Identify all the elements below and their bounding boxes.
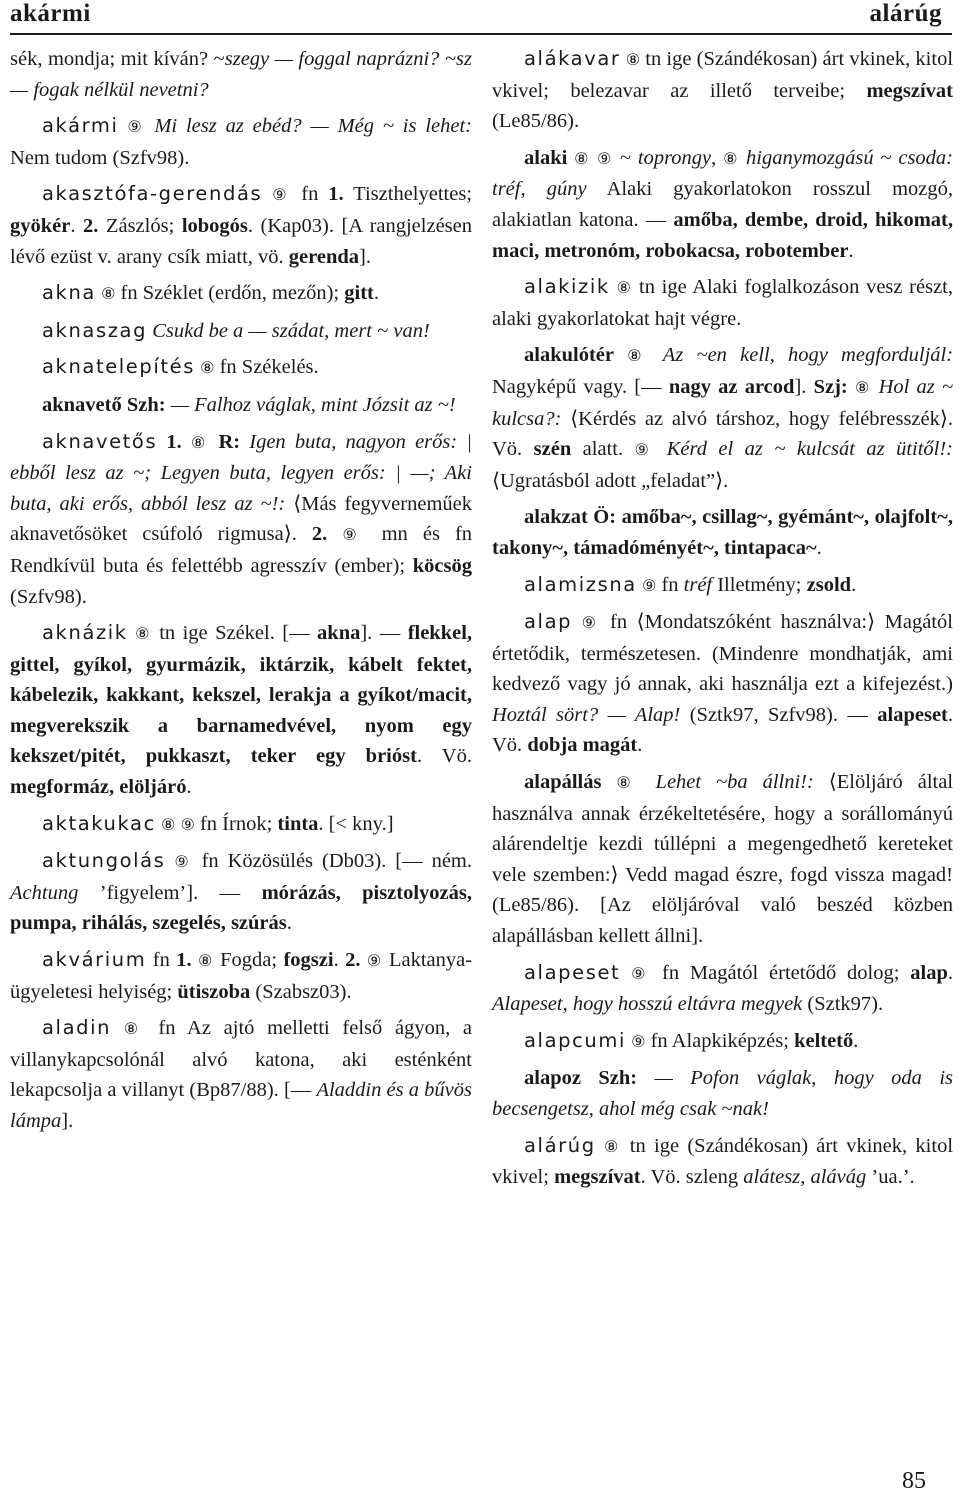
entry-text: . [70, 214, 84, 237]
italic-text: szegy — foggal naprázni? ~sz — fogak nélkül nevetni? [10, 48, 472, 101]
bold-text: mórázás, pisztolyozás, pumpa, rihálás, szegelés, szúrás [10, 881, 473, 935]
header-first-headword: akármi [10, 0, 91, 27]
entry-text [596, 1135, 604, 1157]
marker-symbol: ⑨ [641, 575, 657, 595]
entry-text: ]. — [360, 622, 408, 645]
entry-text: . Vö. [416, 745, 472, 768]
dictionary-entry [10, 1013, 472, 1136]
headword: aknázik [42, 621, 128, 645]
entry-text: Tiszthelyettes; [343, 183, 473, 206]
entry-text: mn és fn Rendkívül buta és felettébb agresszív (ember); [10, 523, 473, 577]
headword: aknatelepítés [42, 355, 196, 379]
bold-text: alaki [524, 146, 568, 169]
headword: alakizik [524, 275, 610, 299]
italic-text: higanymozgású ~ csoda: tréf, gúny [492, 146, 954, 201]
dictionary-entry [492, 767, 953, 952]
bold-text: akna [317, 622, 361, 645]
headword: aknavetős [42, 429, 158, 453]
entry-text: fn [291, 183, 329, 206]
entry-text: . [853, 1029, 859, 1052]
entry-text [655, 438, 666, 460]
headword: akvárium [42, 948, 147, 972]
entry-text: ⟨Kérdés az alvó társhoz, hogy felébresszék⟩. Vö. [492, 407, 953, 461]
italic-text: Hoztál sört? — Alap! [492, 703, 681, 726]
entry-text: Alaki gyakorlatokon rosszul mozgó, alakiatlan katona. — [492, 178, 953, 231]
bold-text: 1. [176, 949, 192, 972]
entry-text: fn Széklet (erdőn, mezőn); [115, 282, 345, 305]
entry-text: fn Közösülés (Db03). [— ném. [192, 850, 473, 873]
entry-text: ⟨Más fegyverneműek aknavetősöket csúfoló rigmusa⟩. [10, 492, 472, 546]
bold-text: gitt [344, 282, 374, 305]
entry-text: Laktanya-ügyeletesi helyiség; [10, 949, 473, 1003]
entry-text: (Le85/86). [492, 110, 580, 133]
running-header [0, 0, 960, 28]
entry-text: tn ige (Szándékosan) árt vkinek, kitol vkivel; [492, 1134, 954, 1189]
marker-symbol: ⑧ [161, 814, 176, 834]
entry-text [739, 147, 746, 169]
entry-text: . [816, 536, 822, 559]
entry-text: . Vö. szleng [640, 1166, 744, 1189]
entry-text: (Sztk97). [802, 993, 884, 1016]
entry-text: fn Székelés. [214, 356, 319, 379]
marker-symbol: ⑧ [616, 773, 641, 793]
bold-text: dobja magát [527, 734, 638, 757]
marker-symbol: ⑧ [574, 148, 591, 168]
entry-text [650, 344, 663, 366]
entry-text: . Vö. [492, 703, 953, 757]
entry-text: , [711, 146, 724, 169]
dictionary-entry [492, 570, 953, 602]
dictionary-entry [492, 340, 953, 496]
bold-text: köcsög [412, 554, 472, 577]
entry-text: Zászlós; [98, 214, 182, 237]
bold-text: Szj: [813, 375, 848, 398]
headword: aknaszag [42, 318, 148, 342]
bold-text: alapoz Szh: [524, 1067, 638, 1090]
marker-symbol: ⑧ [200, 358, 215, 378]
entry-text: . [< kny.] [318, 812, 394, 835]
dictionary-entry [492, 1026, 953, 1058]
bold-text: nagy az arcod [668, 375, 795, 398]
entry-text: ~ [613, 146, 638, 169]
dictionary-entry [10, 316, 472, 347]
dictionary-entry [10, 278, 472, 310]
marker-symbol: ⑧ [190, 432, 210, 452]
italic-text: Achtung [10, 881, 79, 904]
entry-text [641, 771, 656, 793]
bold-text: 2. [345, 949, 361, 972]
bold-text: szén [533, 438, 572, 461]
bold-text: 2. [311, 523, 328, 546]
bold-text: 1. [328, 183, 344, 206]
headword: akasztófa-gerendás [42, 182, 263, 206]
marker-symbol: ⑧ [123, 1019, 146, 1039]
italic-text: Aladdin és a bűvös lámpa [10, 1079, 472, 1132]
italic-text: toprongy [637, 146, 712, 169]
italic-text: Hol az ~ kulcsa?: [492, 375, 954, 430]
bold-text: alap [910, 961, 948, 984]
bold-text: gyökér [10, 214, 71, 237]
dictionary-entry [492, 502, 953, 563]
entry-text [182, 431, 191, 453]
entry-text: tn ige Alaki foglalkozáson vesz részt, alaki gyakorlatokat hajt végre. [492, 276, 953, 330]
marker-symbol: ⑧ [616, 278, 633, 298]
entry-text: alatt. [571, 438, 635, 461]
bold-text: 1. [166, 430, 182, 453]
entry-text: fn Magától értetődő dolog; [651, 961, 911, 984]
bold-text: alapállás [524, 771, 602, 794]
italic-text: alátesz, alávág [743, 1166, 867, 1189]
entry-text [327, 523, 342, 545]
bold-text: tinta [277, 812, 319, 835]
italic-text: Igen buta, nagyon erős: | ebből lesz az ~; Legyen buta, legyen erős: | —; Aki buta, aki erős, abból lesz az ~!: [10, 430, 472, 515]
entry-text [111, 1017, 124, 1039]
entry-text: . [373, 282, 379, 305]
marker-symbol: ⑧ [135, 624, 152, 644]
dictionary-entry [10, 44, 472, 105]
marker-symbol: ⑨ [631, 963, 652, 983]
entry-text: tn ige (Szándékosan) árt vkinek, kitol vkivel; belezavar az illető terveibe; [492, 48, 954, 102]
bold-text: R: [218, 430, 241, 453]
headword: aladin [42, 1016, 112, 1040]
italic-text: — Pofon váglak, hogy oda is becsengetsz, ahol még csak ~nak! [492, 1067, 953, 1120]
bold-text: alakzat Ö: amőba~, csillag~, gyémánt~, olajfolt~, takony~, támadóményét~, tintapaca~ [492, 506, 953, 559]
italic-text: Kérd el az ~ kulcsát az ütitől!: [666, 438, 954, 461]
entry-text: fn [146, 949, 177, 972]
marker-symbol: ⑨ [174, 852, 193, 872]
entry-text: ⟨Elöljáró által használva annak érzékeltetésére, hogy a sorállományú alárendeltje kezdi túllépni a megengedhető kereteket vele szemben:⟩ Vedd magad észre, fogd vissza magad! (Le85/86). [Az elöljáróval való beszéd közben alapállásban kellett állni]. [492, 771, 954, 948]
headword: akármi [42, 114, 119, 138]
entry-text: . [851, 573, 857, 596]
bold-text: ütiszoba [177, 980, 251, 1003]
italic-text: Alapeset, hogy hosszú eltávra megyek [492, 993, 803, 1016]
entry-text [240, 431, 249, 453]
dictionary-entry [492, 143, 953, 266]
dictionary-entry [10, 427, 472, 613]
dictionary-entry [10, 945, 472, 1007]
headword: alákavar [524, 47, 621, 70]
entry-text [848, 376, 855, 398]
headword: akna [42, 281, 96, 305]
italic-text: Lehet ~ba állni!: [655, 771, 814, 794]
headword: alapeset [524, 960, 621, 984]
marker-symbol: ⑧ [603, 1136, 622, 1156]
entry-text [637, 1067, 654, 1089]
page-number: 85 [902, 1468, 926, 1494]
dictionary-entry [492, 607, 953, 761]
entry-text: sék, mondja; mit kíván? ~ [10, 48, 225, 70]
bold-text: flekkel, gittel, gyíkol, gyurmázik, iktárzik, kábelt fektet, kábelezik, kakkant, kekszel, lerakja a gyíkot/macit, megverekszik a barnamedvével, nyom egy kekszet/pitét, pukkaszt, teker egy brióst [10, 622, 473, 768]
header-last-headword: alárúg [869, 0, 942, 27]
entry-text: fn Írnok; [194, 812, 278, 835]
bold-text: aknavető Szh: [42, 393, 166, 416]
entry-text: ]. [359, 245, 371, 268]
bold-text: megformáz, elöljáró [10, 776, 187, 799]
header-rule [10, 33, 952, 35]
marker-symbol: ⑧ [101, 284, 116, 304]
entry-text [572, 611, 582, 633]
entry-text: (Sztk97, Szfv98). — [680, 703, 878, 726]
marker-symbol: ⑨ [127, 117, 146, 137]
entry-text: ’ua.’. [866, 1166, 915, 1189]
entry-text: Nem tudom (Szfv98). [10, 146, 190, 169]
entry-text: . (Kap03). [A rangjelzésen lévő ezüst v. arany csík miatt, vö. [10, 214, 473, 268]
dictionary-entry [492, 44, 953, 137]
entry-text: . [286, 912, 292, 935]
entry-text [614, 344, 627, 366]
dictionary-entry [10, 618, 472, 803]
italic-text: tréf [683, 573, 713, 596]
bold-text: zsold [806, 573, 852, 596]
bold-text: megszívat [554, 1166, 641, 1189]
entry-text: fn Alapkiképzés; [645, 1029, 795, 1052]
entry-text [871, 376, 878, 398]
entry-text: . [186, 776, 192, 799]
bold-text: lobogós [181, 214, 248, 237]
entry-text: ]. [794, 375, 814, 398]
entry-text: . [848, 239, 854, 262]
headword: alárúg [524, 1133, 596, 1157]
dictionary-entry [492, 958, 953, 1020]
entry-text: Fogda; [213, 949, 284, 972]
entry-text: fn Az ajtó melletti felső ágyon, a villanykapcsolónál alvó katona, aki esténként lekapcsolja a villanyt (Bp87/88). [— [10, 1017, 472, 1102]
dictionary-entry [492, 272, 953, 334]
entry-text: fn [656, 573, 684, 596]
entry-text: ’figyelem’]. — [78, 881, 262, 904]
bold-text: megszívat [866, 79, 953, 102]
entry-text: ]. [61, 1110, 74, 1132]
entry-text: fn ⟨Mondatszóként használva:⟩ Magától értetődik, természetesen. (Mindenre mondhatják, ami kedvező vagy jó annak, aki használja ezt a kifejezést.) [492, 611, 953, 696]
headword: aktakukac [42, 811, 156, 835]
entry-text: Illetmény; [712, 573, 807, 596]
dictionary-entry [10, 111, 472, 173]
marker-symbol: ⑧ [625, 50, 641, 69]
dictionary-entry [492, 1063, 953, 1124]
entry-text: ⟨Ugratásból adott „feladat”⟩. [492, 469, 729, 492]
dictionary-entry [10, 352, 472, 384]
dictionary-entry [10, 809, 472, 841]
left-column [10, 44, 472, 1143]
entry-text [145, 115, 154, 137]
italic-text: Mi lesz az ebéd? — Még ~ is lehet: [154, 115, 472, 138]
marker-symbol: ⑨ [597, 148, 614, 168]
bold-text: alapeset [877, 703, 948, 726]
dictionary-entry [10, 179, 472, 272]
bold-text: alakulótér [524, 344, 614, 367]
entry-text [601, 771, 616, 793]
entry-text [262, 183, 272, 205]
headword: alapcumi [524, 1028, 626, 1052]
entry-text: . [333, 949, 346, 972]
bold-text: fogszi [283, 949, 334, 972]
marker-symbol: ⑨ [631, 1031, 646, 1051]
entry-text: Nagyképű vagy. [— [492, 375, 669, 398]
bold-text: gerenda [288, 245, 359, 268]
headword: aktungolás [42, 849, 166, 873]
dictionary-entry [10, 846, 472, 939]
marker-symbol: ⑧ [198, 951, 214, 971]
headword: alap [524, 610, 573, 634]
dictionary-entry [10, 390, 472, 421]
right-column [492, 44, 953, 1199]
bold-text: amőba, dembe, droid, hikomat, maci, metronóm, robokacsa, robotember [492, 208, 954, 262]
entry-text: tn ige Székel. [— [151, 622, 318, 645]
dictionary-entry [492, 1131, 953, 1193]
italic-text: Csukd be a — szádat, mert ~ van! [152, 319, 430, 342]
italic-text: — Falhoz váglak, mint Józsit az ~! [170, 393, 456, 416]
entry-text: (Szfv98). [10, 585, 87, 608]
marker-symbol: ⑨ [180, 814, 195, 834]
entry-text: . [637, 734, 643, 757]
entry-text: (Szabsz03). [250, 980, 352, 1003]
marker-symbol: ⑨ [581, 613, 601, 633]
marker-symbol: ⑧ [723, 148, 740, 168]
marker-symbol: ⑨ [634, 440, 656, 460]
entry-text [620, 962, 631, 984]
marker-symbol: ⑨ [366, 951, 383, 971]
marker-symbol: ⑧ [627, 346, 650, 366]
entry-text: . [947, 961, 953, 984]
bold-text: keltető [794, 1029, 854, 1052]
bold-text: 2. [83, 214, 99, 237]
italic-text: Az ~en kell, hogy megforduljál: [662, 344, 954, 367]
marker-symbol: ⑨ [342, 525, 367, 545]
marker-symbol: ⑨ [272, 185, 292, 205]
marker-symbol: ⑧ [854, 377, 872, 397]
headword: alamizsna [524, 572, 637, 596]
